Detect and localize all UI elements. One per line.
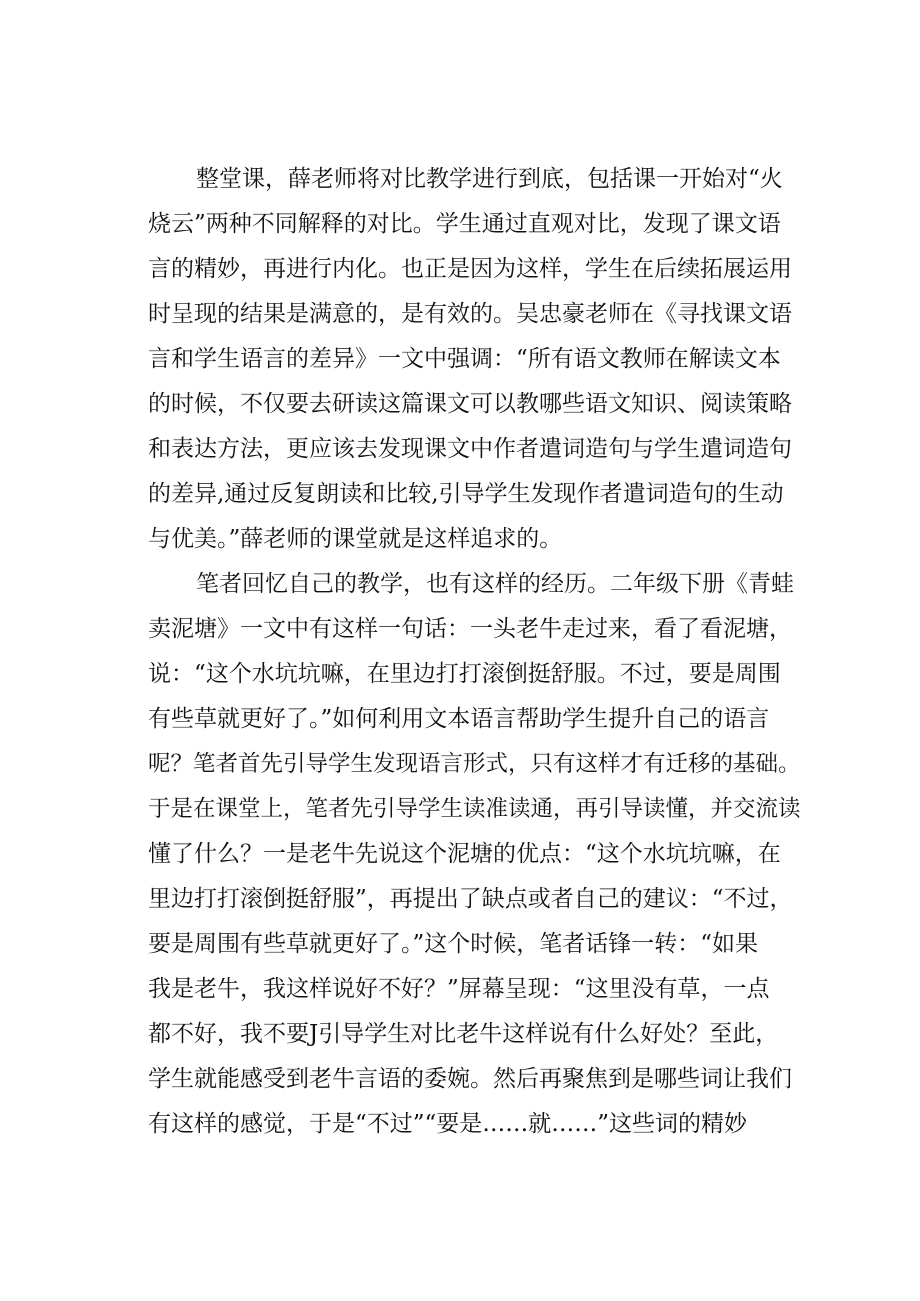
paragraph-1-line-6: 的时候，不仅要去研读这篇课文可以教哪些语文知识、阅读策略 (148, 391, 792, 417)
paragraph-2-line-11: 都不好，我不要J引导学生对比老牛这样说有什么好处？至此， (148, 1021, 779, 1047)
paragraph-2-line-4: 有些草就更好了。”如何利用文本语言帮助学生提升自己的语言 (148, 706, 770, 732)
paragraph-1-line-2: 烧云”两种不同解释的对比。学生通过直观对比，发现了课文语 (148, 211, 781, 237)
paragraph-1-line-8: 的差异,通过反复朗读和比较,引导学生发现作者遣词造句的生动 (148, 481, 784, 507)
paragraph-2-line-3: 说：“这个水坑坑嘛，在里边打打滚倒挺舒服。不过，要是周围 (148, 661, 781, 687)
paragraph-2-line-2: 卖泥塘》一文中有这样一句话：一头老牛走过来，看了看泥塘， (148, 616, 792, 642)
paragraph-1-line-5: 言和学生语言的差异》一文中强调：“所有语文教师在解读文本 (148, 346, 781, 372)
paragraph-2-line-8: 里边打打滚倒挺舒服”，再提出了缺点或者自己的建议：“不过， (148, 886, 793, 912)
paragraph-2-line-7: 懂了什么？一是老牛先说这个泥塘的优点：“这个水坑坑嘛，在 (148, 841, 781, 867)
paragraph-2-line-12: 学生就能感受到老牛言语的委婉。然后再聚焦到是哪些词让我们 (148, 1066, 792, 1092)
paragraph-2-line-1: 笔者回忆自己的教学，也有这样的经历。二年级下册《青蛙 (196, 571, 794, 597)
paragraph-1-line-9: 与优美。”薛老师的课堂就是这样追求的。 (148, 526, 563, 552)
paragraph-2-line-9: 要是周围有些草就更好了。”这个时候，笔者话锋一转：“如果 (148, 931, 759, 957)
paragraph-1-line-3: 言的精妙，再进行内化。也正是因为这样，学生在后续拓展运用 (148, 256, 792, 282)
paragraph-1-line-4: 时呈现的结果是满意的，是有效的。吴忠豪老师在《寻找课文语 (148, 301, 792, 327)
paragraph-2-line-10: 我是老牛，我这样说好不好？”屏幕呈现：“这里没有草，一点 (148, 976, 770, 1002)
paragraph-2-line-6: 于是在课堂上，笔者先引导学生读准读通，再引导读懂，并交流读 (148, 796, 801, 822)
paragraph-1-line-7: 和表达方法，更应该去发现课文中作者遣词造句与学生遣词造句 (148, 436, 792, 462)
paragraph-1-line-1: 整堂课，薛老师将对比教学进行到底，包括课一开始对“火 (196, 166, 783, 192)
paragraph-2-line-5: 呢？笔者首先引导学生发现语言形式，只有这样才有迁移的基础。 (148, 751, 801, 777)
paragraph-2-line-13: 有这样的感觉，于是“不过”“要是……就……”这些词的精妙 (148, 1111, 748, 1137)
